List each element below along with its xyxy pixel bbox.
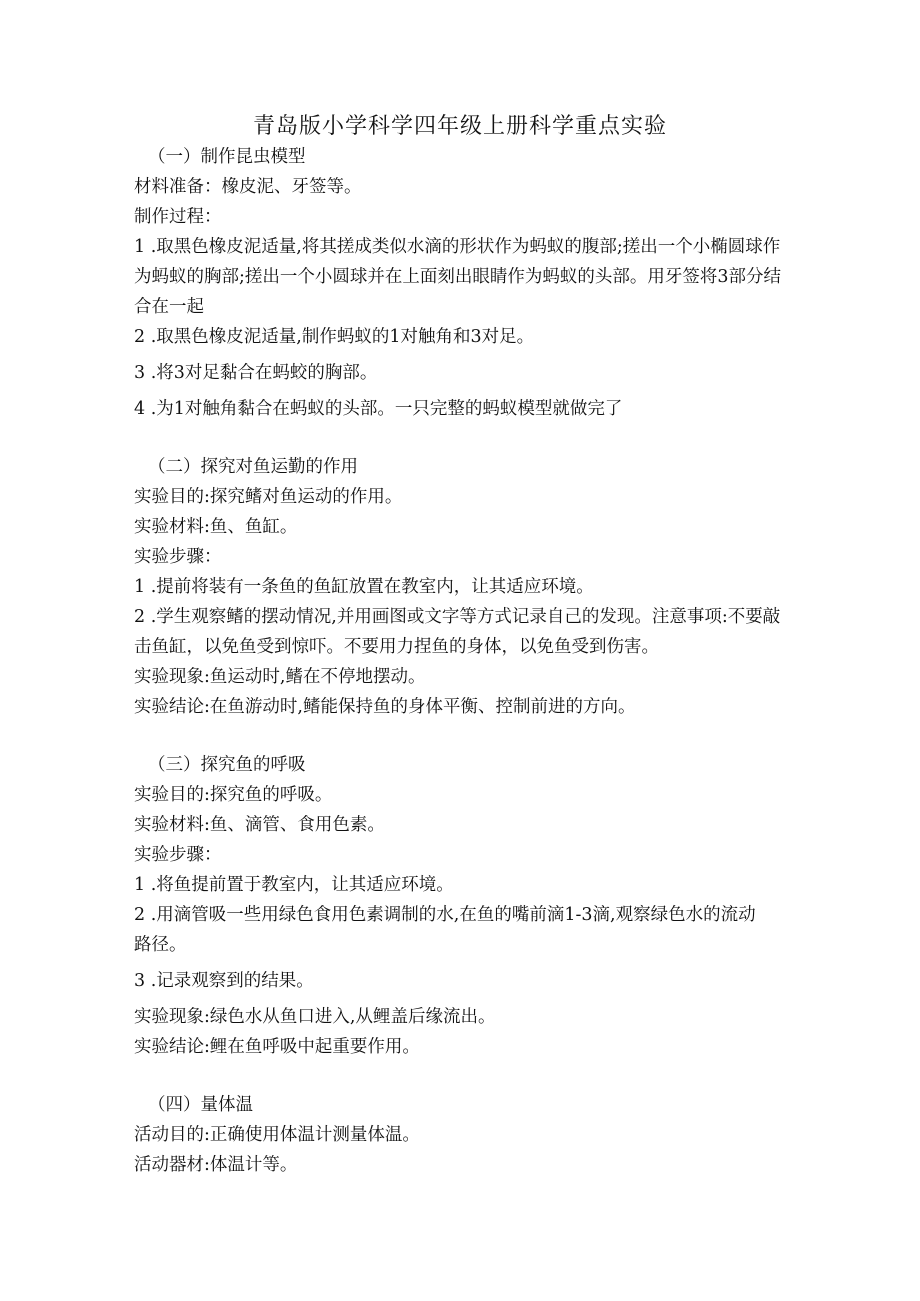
section-heading-3: （三）探究鱼的呼吸: [148, 755, 306, 775]
paragraph: 2 .学生观察鳍的摆动情况,并用画图或文字等方式记录自己的发现。注意事项:不要敲击鱼缸，以免鱼受到惊吓。不要用力捏鱼的身体，以免鱼受到伤害。: [134, 607, 781, 657]
section-heading-4: （四）量体温: [148, 1095, 253, 1115]
paragraph: 1 .提前将装有一条鱼的鱼缸放置在教室内，让其适应环境。: [134, 577, 594, 597]
paragraph: 2 .用滴管吸一些用绿色食用色素调制的水,在鱼的嘴前滴1-3滴,观察绿色水的流动: [134, 905, 756, 925]
document-title: 青岛版小学科学四年级上册科学重点实验: [252, 114, 667, 139]
paragraph: 实验材料:鱼、滴管、食用色素。: [134, 815, 385, 835]
paragraph: 活动目的:正确使用体温计测量体温。: [134, 1125, 420, 1145]
paragraph: 实验现象:鱼运动时,鳍在不停地摆动。: [134, 667, 426, 687]
paragraph: 材料准备：橡皮泥、牙签等。: [134, 177, 362, 197]
paragraph: 实验步骤：: [134, 547, 222, 567]
paragraph: 活动器材:体温计等。: [134, 1155, 298, 1175]
paragraph: 实验步骤：: [134, 845, 222, 865]
paragraph: 制作过程：: [134, 207, 222, 227]
paragraph: 2 .取黑色橡皮泥适量,制作蚂蚁的1对触角和3对足。: [134, 327, 535, 347]
paragraph: 实验目的:探究鳍对鱼运动的作用。: [134, 487, 403, 507]
paragraph: 实验结论:鲤在鱼呼吸中起重要作用。: [134, 1037, 420, 1057]
paragraph: 实验目的:探究鱼的呼吸。: [134, 785, 333, 805]
paragraph: 路径。: [134, 935, 187, 955]
document-body: [134, 142, 794, 1180]
paragraph: 实验结论:在鱼游动时,鳍能保持鱼的身体平衡、控制前进的方向。: [134, 697, 636, 717]
paragraph: 4 .为1对触角黏合在蚂蚁的头部。一只完整的蚂蚁模型就做完了: [134, 399, 623, 419]
paragraph: 1 .取黑色橡皮泥适量,将其搓成类似水滴的形状作为蚂蚁的腹部;搓出一个小椭圆球作为蚂蚁的胸部;搓出一个小圆球并在上面刻出眼睛作为蚂蚁的头部。用牙签将3部分结合在一起: [134, 237, 782, 317]
section-heading-1: （一）制作昆虫模型: [148, 147, 306, 167]
paragraph: 实验材料:鱼、鱼缸。: [134, 517, 298, 537]
paragraph: 3 .将3对足黏合在蚂蛟的胸部。: [134, 363, 378, 383]
paragraph: 1 .将鱼提前置于教室内，让其适应环境。: [134, 875, 454, 895]
paragraph: 实验现象:绿色水从鱼口进入,从鲤盖后缘流出。: [134, 1007, 496, 1027]
section-heading-2: （二）探究对鱼运勤的作用: [148, 457, 358, 477]
paragraph: 3 .记录观察到的结果。: [134, 971, 314, 991]
